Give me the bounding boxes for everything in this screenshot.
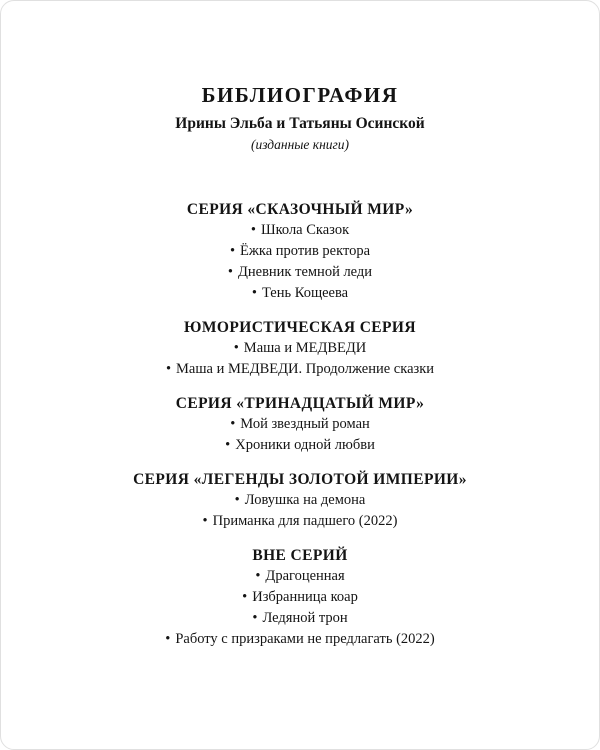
bullet-icon: • (227, 264, 233, 280)
list-item-label: Маша и МЕДВЕДИ. Продолжение сказки (176, 361, 435, 377)
section-heading: СЕРИЯ «ЛЕГЕНДЫ ЗОЛОТОЙ ИМПЕРИИ» (133, 471, 467, 488)
bullet-icon: • (165, 361, 172, 377)
list-item-label: Дневник темной леди (237, 264, 373, 280)
bullet-icon: • (252, 610, 258, 626)
list-item (1, 241, 599, 262)
list-item-label: Приманка для падшего (2022) (212, 513, 398, 529)
list-item-label: Избранница коар (252, 589, 358, 605)
bullet-icon: • (242, 589, 248, 605)
list-item-label: Драгоценная (265, 568, 345, 584)
list-item-label: Хроники одной любви (235, 437, 375, 453)
series-section-vne-seriy (1, 545, 599, 650)
series-section-skazochny-mir (1, 199, 599, 304)
bullet-icon: • (233, 340, 239, 356)
list-item-label: Ледяной трон (262, 610, 348, 626)
page-title: БИБЛИОГРАФИЯ (201, 83, 399, 107)
list-item (1, 359, 599, 380)
list-item-label: Тень Кощеева (262, 285, 349, 301)
series-section-legendy-zolotoy-imperii (1, 469, 599, 532)
list-item (1, 629, 599, 650)
bullet-icon: • (229, 243, 236, 259)
bullet-icon: • (225, 437, 231, 453)
page-note: (изданные книги) (250, 137, 350, 152)
bullet-icon: • (202, 513, 208, 529)
list-item-label: Маша и МЕДВЕДИ (243, 340, 367, 356)
list-item (1, 490, 599, 511)
bullet-icon: • (230, 416, 236, 432)
section-heading: ЮМОРИСТИЧЕСКАЯ СЕРИЯ (184, 319, 416, 336)
list-item (1, 220, 599, 241)
bullet-icon: • (251, 285, 257, 301)
list-item-label: Работу с призраками не предлагать (2022) (175, 631, 435, 647)
series-section-trinadtsaty-mir (1, 393, 599, 456)
bullet-icon: • (255, 568, 261, 584)
list-item-label: Школа Сказок (260, 222, 350, 238)
list-item-label: Ловушка на демона (244, 492, 366, 508)
section-heading: СЕРИЯ «ТРИНАДЦАТЫЙ МИР» (175, 395, 425, 412)
list-item (1, 435, 599, 456)
list-item-label: Мой звездный роман (240, 416, 370, 432)
bullet-icon: • (234, 492, 240, 508)
bullet-icon: • (165, 631, 171, 647)
series-section-yumoristicheskaya (1, 317, 599, 380)
list-item (1, 262, 599, 283)
list-item (1, 566, 599, 587)
section-heading: СЕРИЯ «СКАЗОЧНЫЙ МИР» (186, 201, 414, 218)
list-item (1, 338, 599, 359)
page-subtitle: Ирины Эльба и Татьяны Осинской (175, 115, 425, 132)
list-item (1, 414, 599, 435)
section-heading: ВНЕ СЕРИЙ (252, 547, 348, 564)
list-item (1, 283, 599, 304)
list-item (1, 587, 599, 608)
list-item-label: Ёжка против ректора (240, 243, 371, 259)
list-item (1, 608, 599, 629)
bullet-icon: • (250, 222, 256, 238)
list-item (1, 511, 599, 532)
